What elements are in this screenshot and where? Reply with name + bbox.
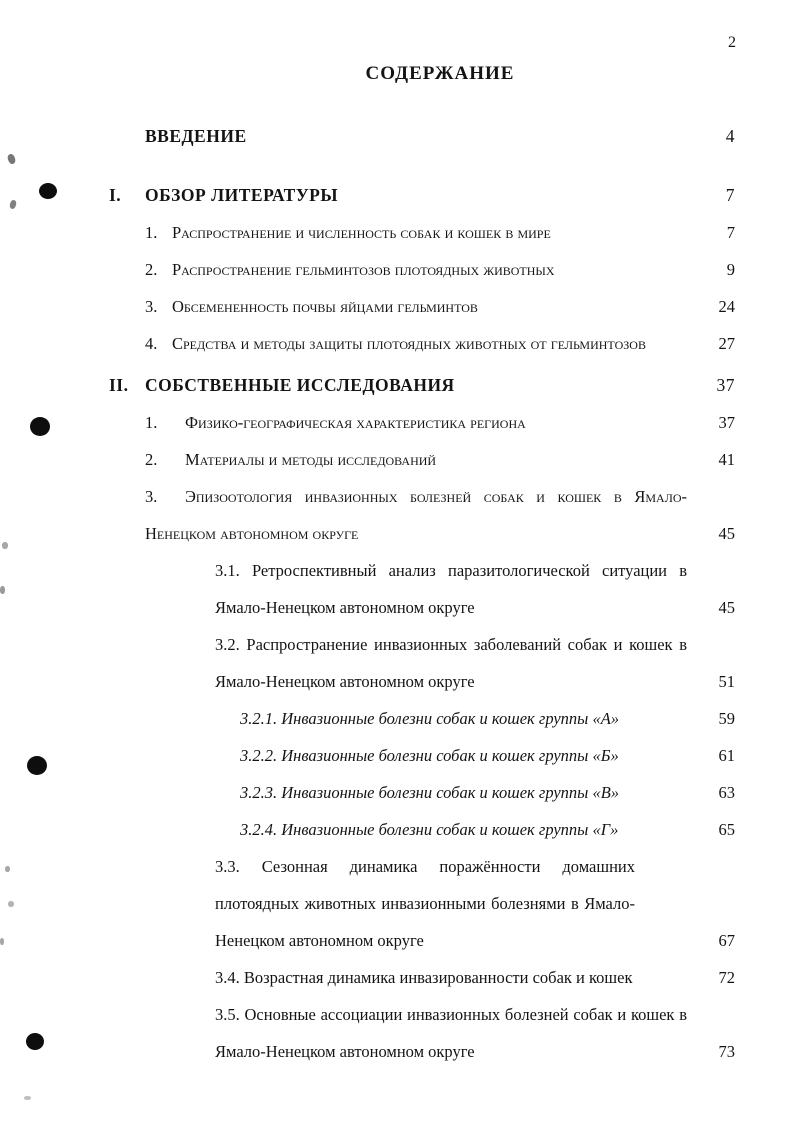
toc (109, 62, 735, 1070)
scan-artifact-dot (27, 756, 47, 775)
toc-entry-text: 3.2.4. Инвазионные болезни собак и кошек группы «Г» (240, 820, 619, 839)
toc-entry-text: 3.2.3. Инвазионные болезни собак и кошек группы «В» (240, 783, 620, 802)
toc-page-number: 65 (718, 820, 735, 839)
scan-artifact-dot (30, 417, 50, 436)
toc-entry-3-1 (215, 552, 735, 626)
entry-number: 2. (145, 450, 158, 469)
toc-entry-text: 3.2.1. Инвазионные болезни собак и кошек группы «А» (240, 709, 620, 728)
toc-page-number: 7 (725, 185, 735, 205)
entry-number: 3. (145, 487, 158, 506)
scan-artifact-speck (24, 1096, 31, 1100)
toc-entry-text: ОБЗОР ЛИТЕРАТУРЫ (145, 185, 339, 205)
toc-page-number: 37 (718, 413, 735, 432)
toc-entry-ii-2 (145, 441, 735, 478)
toc-page-number: 27 (718, 334, 735, 353)
toc-entry-text: СОБСТВЕННЫЕ ИССЛЕДОВАНИЯ (145, 375, 455, 395)
toc-page-number: 51 (718, 672, 735, 691)
toc-page-number: 73 (718, 1042, 735, 1061)
toc-entry-3-5 (215, 996, 735, 1070)
toc-entry-text: Обсемененность почвы яйцами гельминтов (172, 297, 478, 316)
toc-entry-3-2-2 (240, 737, 735, 774)
toc-entry-3-2-4 (240, 811, 735, 848)
section-numeral: II. (109, 375, 129, 395)
scan-artifact-speck (0, 586, 5, 594)
toc-entry-text: Физико-географическая характеристика региона (185, 413, 526, 432)
toc-entry-text: Средства и методы защиты плотоядных животных от гельминтозов (172, 334, 646, 353)
toc-page-number: 59 (718, 709, 735, 728)
scan-artifact-speck (0, 938, 4, 945)
toc-section-ii (109, 367, 735, 404)
toc-entry-text: ВВЕДЕНИЕ (145, 126, 247, 146)
toc-entry-text: 3.4. Возрастная динамика инвазированности собак и кошек (215, 968, 633, 987)
toc-entry-i-2 (145, 251, 735, 288)
toc-entry-intro (145, 118, 735, 155)
toc-page-number: 41 (718, 450, 735, 469)
toc-entry-text: Эпизоотология инвазионных болезней собак и кошек в Ямало-Ненецком автономном округе (145, 487, 687, 543)
scan-artifact-speck (2, 542, 8, 549)
scan-artifact-dot (26, 1033, 44, 1050)
toc-entry-text: 3.1. Ретроспективный анализ паразитологической ситуации в Ямало-Ненецком автономном округе (215, 561, 687, 617)
toc-entry-i-4 (145, 325, 735, 362)
toc-entry-3-4 (215, 959, 735, 996)
toc-entry-text: 3.2.2. Инвазионные болезни собак и кошек группы «Б» (240, 746, 619, 765)
toc-section-i (109, 177, 735, 214)
toc-page-number: 45 (718, 598, 735, 617)
toc-entry-text: Распространение и численность собак и кошек в мире (172, 223, 551, 242)
toc-page-number: 37 (716, 375, 735, 395)
toc-entry-3-2-1 (240, 700, 735, 737)
scan-artifact-speck (7, 153, 17, 165)
toc-page-number: 24 (718, 297, 735, 316)
toc-entry-3-2-3 (240, 774, 735, 811)
toc-entry-i-3 (145, 288, 735, 325)
scan-artifact-dot (39, 183, 57, 199)
toc-entry-ii-3 (145, 478, 735, 552)
toc-page-number: 45 (718, 524, 735, 543)
scan-artifact-speck (8, 901, 14, 907)
toc-entry-text: Распространение гельминтозов плотоядных животных (172, 260, 555, 279)
toc-page-number: 7 (726, 223, 735, 242)
entry-number: 4. (145, 334, 158, 353)
toc-page-number: 9 (726, 260, 735, 279)
section-numeral: I. (109, 185, 122, 205)
scan-artifact-speck (9, 199, 17, 209)
page-title: СОДЕРЖАНИЕ (365, 63, 515, 84)
toc-entry-3-3 (215, 848, 735, 959)
toc-entry-i-1 (145, 214, 735, 251)
toc-page-number: 72 (718, 968, 735, 987)
toc-entry-ii-1 (145, 404, 735, 441)
toc-entry-text: Материалы и методы исследований (185, 450, 437, 469)
entry-number: 3. (145, 297, 158, 316)
scan-artifact-speck (5, 866, 10, 872)
entry-number: 1. (145, 223, 158, 242)
toc-entry-text: 3.5. Основные ассоциации инвазионных болезней собак и кошек в Ямало-Ненецком автономном округе (215, 1005, 687, 1061)
entry-number: 1. (145, 413, 158, 432)
toc-entry-3-2 (215, 626, 735, 700)
page-number: 2 (728, 34, 736, 51)
toc-page-number: 67 (718, 931, 735, 950)
toc-page-number: 4 (725, 126, 735, 146)
toc-page-number: 63 (718, 783, 735, 802)
toc-page-number: 61 (718, 746, 735, 765)
entry-number: 2. (145, 260, 158, 279)
toc-entry-text: 3.3. Сезонная динамика поражённости домашних плотоядных животных инвазионными болезнями в Ямало-Ненецком автономном округе (215, 857, 635, 950)
toc-entry-text: 3.2. Распространение инвазионных заболеваний собак и кошек в Ямало-Ненецком автономном округе (215, 635, 687, 691)
